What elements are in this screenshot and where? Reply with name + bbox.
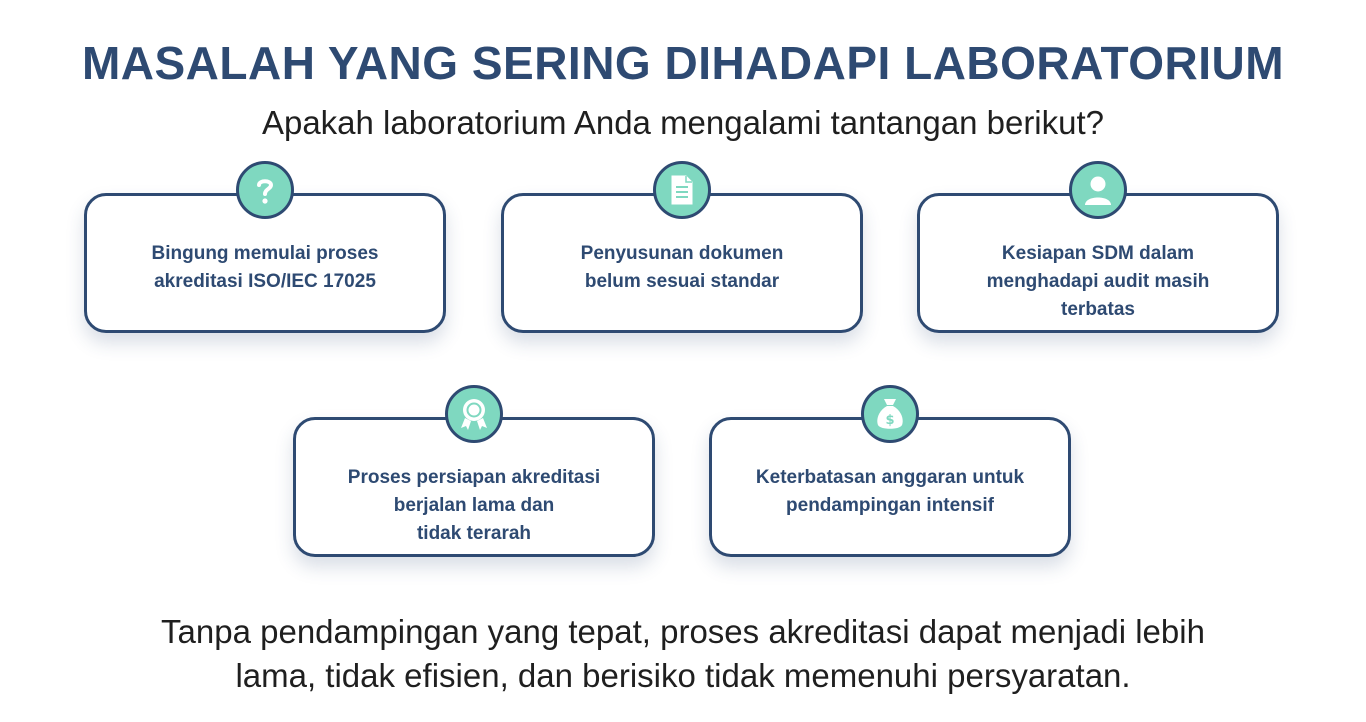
document-icon: [653, 161, 711, 219]
svg-text:$: $: [885, 413, 895, 428]
problem-card-text: Kesiapan SDM dalam menghadapi audit masih terbatas: [986, 243, 1210, 320]
footer-note: Tanpa pendampingan yang tepat, proses akreditasi dapat menjadi lebih lama, tidak efisien, dan berisiko tidak memenuhi persyaratan.: [161, 613, 1205, 694]
page-title: MASALAH YANG SERING DIHADAPI LABORATORIUM: [81, 37, 1285, 89]
page-subtitle: Apakah laboratorium Anda mengalami tantangan berikut?: [261, 104, 1105, 141]
question-icon: [236, 161, 294, 219]
user-icon: [1069, 161, 1127, 219]
award-icon: [445, 385, 503, 443]
problem-card-text: Keterbatasan anggaran untuk pendampingan intensif: [755, 467, 1025, 516]
problem-card-text: Proses persiapan akreditasi berjalan lama dan tidak terarah: [347, 467, 601, 544]
money-bag-icon: [861, 385, 919, 443]
problem-card-text: Penyusunan dokumen belum sesuai standar: [580, 243, 784, 292]
problem-card-text: Bingung memulai proses akreditasi ISO/IEC 17025: [151, 243, 379, 292]
